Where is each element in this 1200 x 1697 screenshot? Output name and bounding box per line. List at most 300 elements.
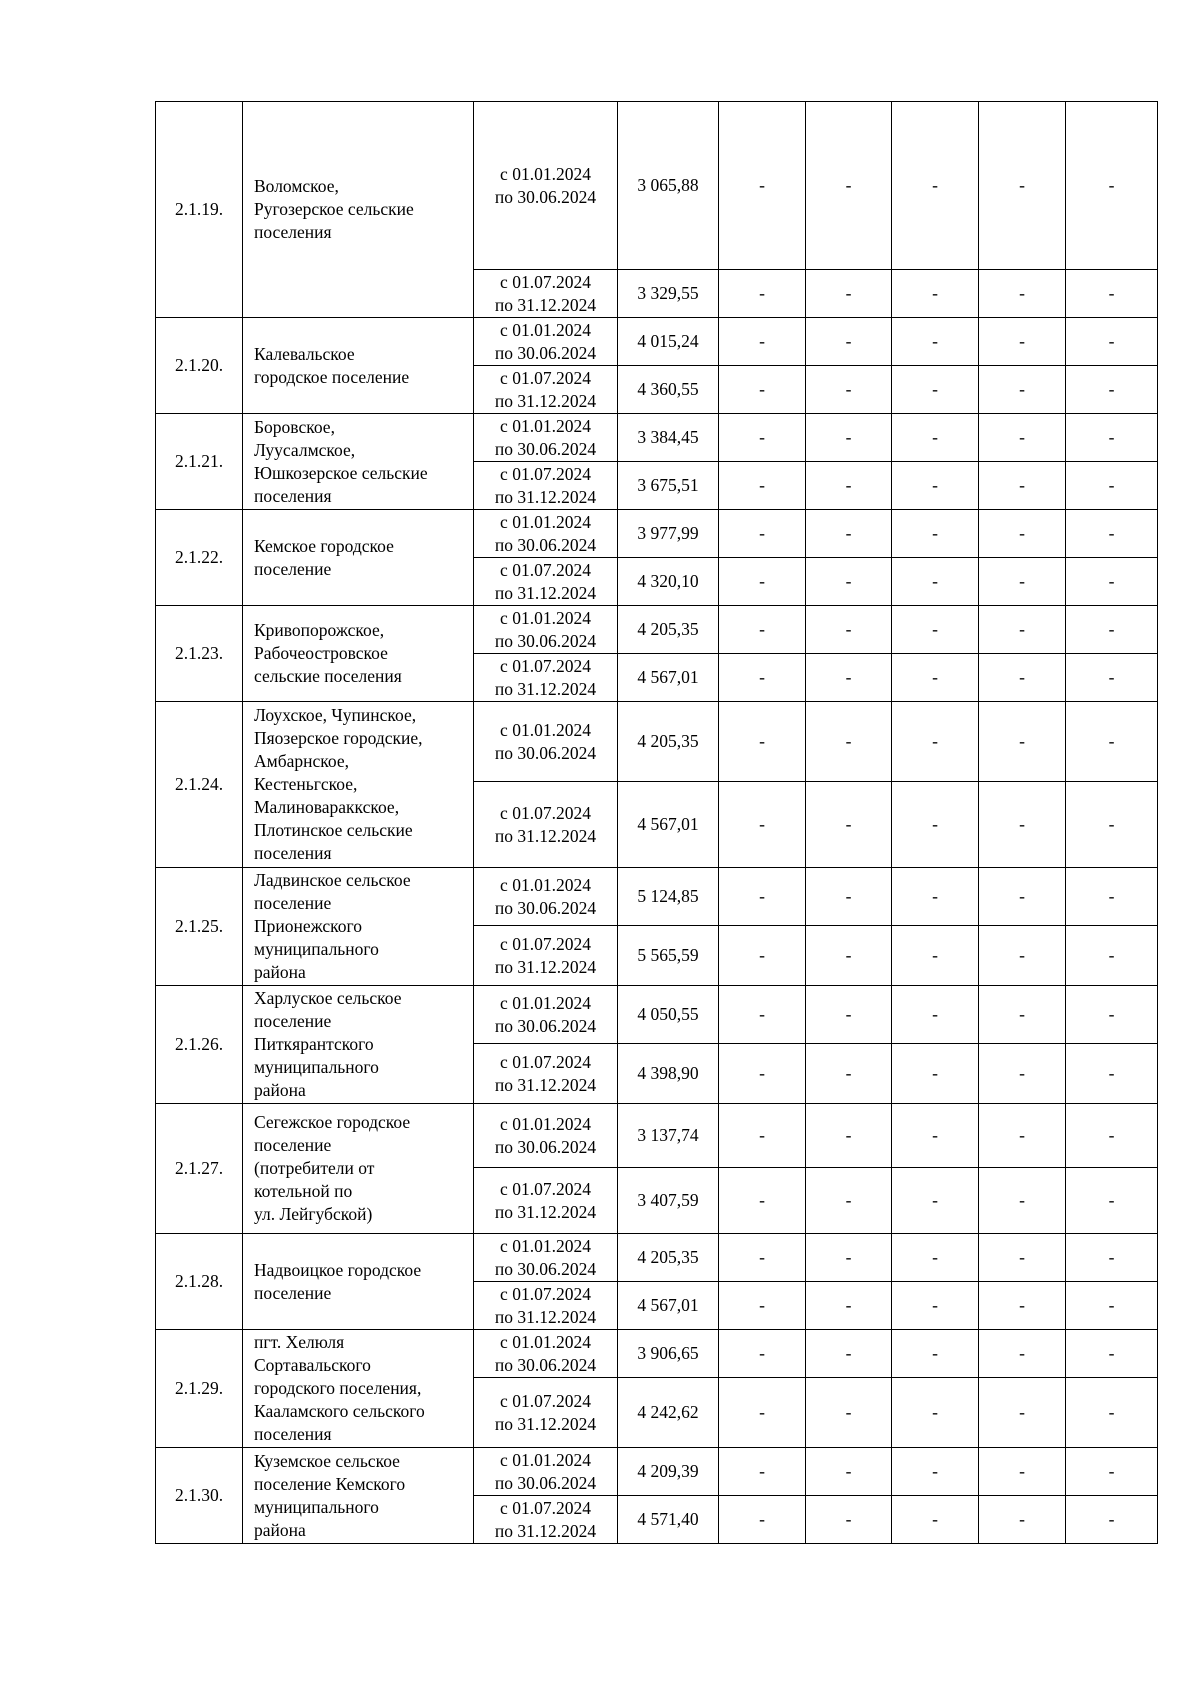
empty-value-cell: - bbox=[806, 366, 892, 414]
tariff-value: 4 571,40 bbox=[618, 1496, 719, 1544]
empty-value-cell: - bbox=[1066, 782, 1158, 868]
empty-value-cell: - bbox=[719, 702, 806, 782]
empty-value-cell: - bbox=[806, 510, 892, 558]
empty-value-cell: - bbox=[1066, 1104, 1158, 1168]
period-to: по 31.12.2024 bbox=[494, 486, 597, 507]
settlement-name-line: муниципального bbox=[254, 1057, 379, 1077]
empty-value-cell: - bbox=[806, 1282, 892, 1330]
settlement-name-line: поселение bbox=[254, 558, 332, 579]
period-cell bbox=[474, 926, 618, 986]
empty-value-cell: - bbox=[892, 654, 979, 702]
table-row bbox=[156, 868, 1158, 926]
table-row bbox=[156, 102, 1158, 270]
period-from: с 01.01.2024 bbox=[500, 1331, 591, 1352]
empty-value-cell: - bbox=[979, 414, 1066, 462]
period-from: с 01.07.2024 bbox=[500, 271, 591, 292]
table-row bbox=[156, 414, 1158, 462]
settlement-name-line: поселения bbox=[254, 1424, 332, 1444]
empty-value-cell: - bbox=[719, 986, 806, 1044]
row-number: 2.1.26. bbox=[156, 986, 243, 1104]
settlement-name-line: Кемское городское bbox=[254, 535, 394, 556]
period-to: по 31.12.2024 bbox=[494, 1306, 597, 1327]
table-body bbox=[156, 102, 1158, 1544]
period-from: с 01.07.2024 bbox=[500, 933, 591, 954]
empty-value-cell: - bbox=[979, 1282, 1066, 1330]
settlement-name-line: Ладвинское сельское bbox=[254, 870, 411, 890]
settlement-name-line: Питкярантского bbox=[254, 1034, 374, 1054]
settlement-name-line: муниципального bbox=[254, 1496, 379, 1517]
table-row bbox=[156, 1104, 1158, 1168]
row-number: 2.1.20. bbox=[156, 318, 243, 414]
empty-value-cell: - bbox=[1066, 1448, 1158, 1496]
period-cell bbox=[474, 1234, 618, 1282]
empty-value-cell: - bbox=[892, 102, 979, 270]
settlement-name bbox=[243, 510, 474, 606]
period-to: по 31.12.2024 bbox=[494, 825, 597, 846]
empty-value-cell: - bbox=[719, 1234, 806, 1282]
empty-value-cell: - bbox=[892, 1282, 979, 1330]
empty-value-cell: - bbox=[892, 1044, 979, 1104]
table-row bbox=[156, 510, 1158, 558]
period-to: по 30.06.2024 bbox=[494, 630, 597, 651]
table-row bbox=[156, 1234, 1158, 1282]
settlement-name bbox=[243, 414, 474, 510]
period-to: по 31.12.2024 bbox=[494, 1074, 597, 1095]
empty-value-cell: - bbox=[979, 654, 1066, 702]
settlement-name-line: Амбарнское, bbox=[254, 751, 349, 771]
empty-value-cell: - bbox=[979, 462, 1066, 510]
empty-value-cell: - bbox=[806, 1168, 892, 1234]
empty-value-cell: - bbox=[806, 606, 892, 654]
empty-value-cell: - bbox=[806, 1330, 892, 1378]
tariff-value: 4 320,10 bbox=[618, 558, 719, 606]
empty-value-cell: - bbox=[892, 782, 979, 868]
period-from: с 01.01.2024 bbox=[500, 719, 591, 740]
empty-value-cell: - bbox=[806, 318, 892, 366]
row-number: 2.1.23. bbox=[156, 606, 243, 702]
empty-value-cell: - bbox=[719, 1496, 806, 1544]
empty-value-cell: - bbox=[719, 270, 806, 318]
settlement-name-line: Прионежского bbox=[254, 916, 363, 936]
settlement-name-line: ул. Лейгубской) bbox=[254, 1204, 373, 1224]
empty-value-cell: - bbox=[892, 558, 979, 606]
empty-value-cell: - bbox=[892, 366, 979, 414]
row-number: 2.1.24. bbox=[156, 702, 243, 868]
period-to: по 30.06.2024 bbox=[494, 1015, 597, 1036]
tariff-value: 4 205,35 bbox=[618, 702, 719, 782]
period-from: с 01.07.2024 bbox=[500, 367, 591, 388]
period-from: с 01.01.2024 bbox=[500, 511, 591, 532]
period-to: по 31.12.2024 bbox=[494, 582, 597, 603]
tariff-value: 3 065,88 bbox=[618, 102, 719, 270]
empty-value-cell: - bbox=[719, 462, 806, 510]
settlement-name bbox=[243, 318, 474, 414]
settlement-name-line: Харлуское сельское bbox=[254, 988, 402, 1008]
row-number: 2.1.30. bbox=[156, 1448, 243, 1544]
empty-value-cell: - bbox=[719, 102, 806, 270]
settlement-name-line: Пяозерское городские, bbox=[254, 728, 423, 748]
period-to: по 30.06.2024 bbox=[494, 534, 597, 555]
empty-value-cell: - bbox=[892, 702, 979, 782]
empty-value-cell: - bbox=[1066, 102, 1158, 270]
period-cell bbox=[474, 510, 618, 558]
empty-value-cell: - bbox=[719, 510, 806, 558]
tariff-value: 3 329,55 bbox=[618, 270, 719, 318]
settlement-name-line: поселение bbox=[254, 1011, 332, 1031]
empty-value-cell: - bbox=[806, 782, 892, 868]
empty-value-cell: - bbox=[1066, 1330, 1158, 1378]
table-row bbox=[156, 606, 1158, 654]
period-cell bbox=[474, 102, 618, 270]
period-cell bbox=[474, 986, 618, 1044]
settlement-name bbox=[243, 986, 474, 1104]
empty-value-cell: - bbox=[806, 102, 892, 270]
settlement-name bbox=[243, 868, 474, 986]
settlement-name-line: Воломское, bbox=[254, 176, 339, 196]
settlement-name-line: района bbox=[254, 1080, 306, 1100]
settlement-name-line: поселения bbox=[254, 485, 332, 506]
period-from: с 01.07.2024 bbox=[500, 559, 591, 580]
period-cell bbox=[474, 868, 618, 926]
empty-value-cell: - bbox=[1066, 926, 1158, 986]
tariff-value: 3 977,99 bbox=[618, 510, 719, 558]
period-from: с 01.07.2024 bbox=[500, 463, 591, 484]
settlement-name-line: городского поселения, bbox=[254, 1378, 422, 1398]
empty-value-cell: - bbox=[892, 1330, 979, 1378]
empty-value-cell: - bbox=[892, 1168, 979, 1234]
tariff-value: 4 567,01 bbox=[618, 782, 719, 868]
empty-value-cell: - bbox=[979, 1330, 1066, 1378]
empty-value-cell: - bbox=[1066, 868, 1158, 926]
settlement-name-line: Кааламского сельского bbox=[254, 1401, 425, 1421]
period-from: с 01.01.2024 bbox=[500, 1113, 591, 1134]
settlement-name-line: (потребители от bbox=[254, 1158, 375, 1178]
period-from: с 01.01.2024 bbox=[500, 874, 591, 895]
empty-value-cell: - bbox=[979, 510, 1066, 558]
empty-value-cell: - bbox=[892, 1234, 979, 1282]
empty-value-cell: - bbox=[806, 1234, 892, 1282]
settlement-name-line: пгт. Хелюля bbox=[254, 1332, 345, 1352]
period-to: по 30.06.2024 bbox=[494, 1136, 597, 1157]
tariff-value: 4 050,55 bbox=[618, 986, 719, 1044]
empty-value-cell: - bbox=[806, 462, 892, 510]
empty-value-cell: - bbox=[1066, 1234, 1158, 1282]
settlement-name-line: муниципального bbox=[254, 939, 379, 959]
settlement-name-line: Рабочеостровское bbox=[254, 643, 388, 663]
empty-value-cell: - bbox=[719, 414, 806, 462]
empty-value-cell: - bbox=[1066, 1378, 1158, 1448]
empty-value-cell: - bbox=[979, 558, 1066, 606]
period-cell bbox=[474, 462, 618, 510]
empty-value-cell: - bbox=[719, 318, 806, 366]
empty-value-cell: - bbox=[719, 868, 806, 926]
empty-value-cell: - bbox=[1066, 414, 1158, 462]
settlement-name-line: Боровское, bbox=[254, 416, 335, 437]
period-from: с 01.07.2024 bbox=[500, 1390, 591, 1411]
table-row bbox=[156, 986, 1158, 1044]
empty-value-cell: - bbox=[979, 1378, 1066, 1448]
tariff-value: 3 675,51 bbox=[618, 462, 719, 510]
empty-value-cell: - bbox=[719, 366, 806, 414]
settlement-name-line: Надвоицкое городское bbox=[254, 1259, 422, 1280]
empty-value-cell: - bbox=[979, 1496, 1066, 1544]
empty-value-cell: - bbox=[892, 926, 979, 986]
period-to: по 30.06.2024 bbox=[494, 438, 597, 459]
empty-value-cell: - bbox=[892, 606, 979, 654]
period-cell bbox=[474, 558, 618, 606]
empty-value-cell: - bbox=[1066, 270, 1158, 318]
tariff-value: 4 398,90 bbox=[618, 1044, 719, 1104]
empty-value-cell: - bbox=[892, 986, 979, 1044]
period-cell bbox=[474, 1448, 618, 1496]
period-from: с 01.07.2024 bbox=[500, 1283, 591, 1304]
empty-value-cell: - bbox=[979, 1168, 1066, 1234]
settlement-name-line: городское поселение bbox=[254, 366, 410, 387]
period-from: с 01.07.2024 bbox=[500, 1497, 591, 1518]
empty-value-cell: - bbox=[719, 1168, 806, 1234]
row-number: 2.1.25. bbox=[156, 868, 243, 986]
empty-value-cell: - bbox=[1066, 986, 1158, 1044]
empty-value-cell: - bbox=[1066, 1044, 1158, 1104]
empty-value-cell: - bbox=[1066, 462, 1158, 510]
settlement-name-line: Куземское сельское bbox=[254, 1450, 400, 1471]
period-cell bbox=[474, 1378, 618, 1448]
empty-value-cell: - bbox=[719, 926, 806, 986]
empty-value-cell: - bbox=[1066, 1496, 1158, 1544]
settlement-name-line: поселение bbox=[254, 1282, 332, 1303]
empty-value-cell: - bbox=[806, 270, 892, 318]
period-to: по 31.12.2024 bbox=[494, 1413, 597, 1434]
empty-value-cell: - bbox=[892, 1378, 979, 1448]
settlement-name bbox=[243, 1448, 474, 1544]
row-number: 2.1.22. bbox=[156, 510, 243, 606]
empty-value-cell: - bbox=[719, 1282, 806, 1330]
settlement-name-line: поселение bbox=[254, 893, 332, 913]
tariff-value: 4 015,24 bbox=[618, 318, 719, 366]
settlement-name-line: поселение bbox=[254, 1135, 332, 1155]
period-to: по 31.12.2024 bbox=[494, 956, 597, 977]
settlement-name-line: Сегежское городское bbox=[254, 1112, 411, 1132]
settlement-name-line: Кестеньгское, bbox=[254, 774, 358, 794]
settlement-name-line: Малиновараккское, bbox=[254, 797, 400, 817]
empty-value-cell: - bbox=[979, 782, 1066, 868]
settlement-name bbox=[243, 702, 474, 868]
period-to: по 30.06.2024 bbox=[494, 342, 597, 363]
empty-value-cell: - bbox=[806, 702, 892, 782]
empty-value-cell: - bbox=[806, 1044, 892, 1104]
period-cell bbox=[474, 1496, 618, 1544]
empty-value-cell: - bbox=[979, 270, 1066, 318]
period-from: с 01.01.2024 bbox=[500, 163, 591, 184]
tariff-value: 4 360,55 bbox=[618, 366, 719, 414]
empty-value-cell: - bbox=[979, 868, 1066, 926]
empty-value-cell: - bbox=[892, 1496, 979, 1544]
period-cell bbox=[474, 1168, 618, 1234]
empty-value-cell: - bbox=[806, 414, 892, 462]
empty-value-cell: - bbox=[892, 510, 979, 558]
tariff-value: 4 567,01 bbox=[618, 654, 719, 702]
settlement-name-line: Ругозерское сельские bbox=[254, 199, 414, 219]
empty-value-cell: - bbox=[806, 558, 892, 606]
settlement-name-line: Юшкозерское сельские bbox=[254, 462, 428, 483]
empty-value-cell: - bbox=[719, 782, 806, 868]
empty-value-cell: - bbox=[806, 1448, 892, 1496]
table-row bbox=[156, 1448, 1158, 1496]
empty-value-cell: - bbox=[1066, 510, 1158, 558]
settlement-name-line: Луусалмское, bbox=[254, 439, 356, 460]
settlement-name-line: Сортавальского bbox=[254, 1355, 371, 1375]
empty-value-cell: - bbox=[1066, 558, 1158, 606]
empty-value-cell: - bbox=[719, 1378, 806, 1448]
settlement-name-line: Лоухское, Чупинское, bbox=[254, 705, 417, 725]
period-from: с 01.01.2024 bbox=[500, 319, 591, 340]
tariff-value: 4 567,01 bbox=[618, 1282, 719, 1330]
period-to: по 30.06.2024 bbox=[494, 1354, 597, 1375]
period-to: по 30.06.2024 bbox=[494, 897, 597, 918]
tariff-value: 3 384,45 bbox=[618, 414, 719, 462]
settlement-name-line: Кривопорожское, bbox=[254, 620, 385, 640]
row-number: 2.1.19. bbox=[156, 102, 243, 318]
empty-value-cell: - bbox=[979, 366, 1066, 414]
empty-value-cell: - bbox=[892, 414, 979, 462]
empty-value-cell: - bbox=[719, 654, 806, 702]
empty-value-cell: - bbox=[806, 654, 892, 702]
settlement-name-line: поселения bbox=[254, 843, 332, 863]
period-to: по 31.12.2024 bbox=[494, 1520, 597, 1541]
table-row bbox=[156, 318, 1158, 366]
period-to: по 31.12.2024 bbox=[494, 678, 597, 699]
period-cell bbox=[474, 654, 618, 702]
period-to: по 30.06.2024 bbox=[494, 742, 597, 763]
empty-value-cell: - bbox=[719, 1104, 806, 1168]
settlement-name bbox=[243, 1104, 474, 1234]
period-cell bbox=[474, 702, 618, 782]
row-number: 2.1.28. bbox=[156, 1234, 243, 1330]
empty-value-cell: - bbox=[979, 1044, 1066, 1104]
period-cell bbox=[474, 318, 618, 366]
period-to: по 30.06.2024 bbox=[494, 186, 597, 207]
row-number: 2.1.27. bbox=[156, 1104, 243, 1234]
empty-value-cell: - bbox=[892, 1448, 979, 1496]
tariff-table bbox=[155, 101, 1158, 1544]
period-cell bbox=[474, 782, 618, 868]
empty-value-cell: - bbox=[979, 986, 1066, 1044]
period-cell bbox=[474, 1282, 618, 1330]
period-from: с 01.01.2024 bbox=[500, 415, 591, 436]
empty-value-cell: - bbox=[806, 1104, 892, 1168]
empty-value-cell: - bbox=[979, 702, 1066, 782]
period-from: с 01.01.2024 bbox=[500, 607, 591, 628]
row-number: 2.1.29. bbox=[156, 1330, 243, 1448]
empty-value-cell: - bbox=[892, 318, 979, 366]
empty-value-cell: - bbox=[979, 318, 1066, 366]
period-to: по 31.12.2024 bbox=[494, 390, 597, 411]
empty-value-cell: - bbox=[892, 1104, 979, 1168]
tariff-value: 4 205,35 bbox=[618, 606, 719, 654]
settlement-name-line: Калевальское bbox=[254, 343, 355, 364]
period-from: с 01.07.2024 bbox=[500, 802, 591, 823]
empty-value-cell: - bbox=[979, 926, 1066, 986]
empty-value-cell: - bbox=[806, 986, 892, 1044]
settlement-name-line: котельной по bbox=[254, 1181, 353, 1201]
empty-value-cell: - bbox=[1066, 366, 1158, 414]
empty-value-cell: - bbox=[719, 1330, 806, 1378]
period-cell bbox=[474, 270, 618, 318]
empty-value-cell: - bbox=[1066, 702, 1158, 782]
empty-value-cell: - bbox=[1066, 1168, 1158, 1234]
settlement-name bbox=[243, 102, 474, 318]
empty-value-cell: - bbox=[719, 1044, 806, 1104]
empty-value-cell: - bbox=[979, 606, 1066, 654]
tariff-value: 5 565,59 bbox=[618, 926, 719, 986]
empty-value-cell: - bbox=[892, 462, 979, 510]
period-from: с 01.01.2024 bbox=[500, 1235, 591, 1256]
period-cell bbox=[474, 414, 618, 462]
empty-value-cell: - bbox=[806, 926, 892, 986]
empty-value-cell: - bbox=[979, 1104, 1066, 1168]
empty-value-cell: - bbox=[1066, 606, 1158, 654]
settlement-name bbox=[243, 1234, 474, 1330]
tariff-value: 4 209,39 bbox=[618, 1448, 719, 1496]
tariff-value: 3 906,65 bbox=[618, 1330, 719, 1378]
empty-value-cell: - bbox=[892, 868, 979, 926]
table-row bbox=[156, 702, 1158, 782]
settlement-name-line: поселения bbox=[254, 222, 332, 242]
period-from: с 01.07.2024 bbox=[500, 655, 591, 676]
settlement-name-line: сельские поселения bbox=[254, 666, 402, 686]
empty-value-cell: - bbox=[979, 1448, 1066, 1496]
settlement-name-line: района bbox=[254, 1519, 306, 1540]
empty-value-cell: - bbox=[719, 558, 806, 606]
period-to: по 30.06.2024 bbox=[494, 1472, 597, 1493]
settlement-name-line: поселение Кемского bbox=[254, 1473, 406, 1494]
period-cell bbox=[474, 606, 618, 654]
tariff-value: 5 124,85 bbox=[618, 868, 719, 926]
empty-value-cell: - bbox=[979, 1234, 1066, 1282]
empty-value-cell: - bbox=[719, 1448, 806, 1496]
period-cell bbox=[474, 1330, 618, 1378]
table-row bbox=[156, 1330, 1158, 1378]
empty-value-cell: - bbox=[806, 1378, 892, 1448]
empty-value-cell: - bbox=[892, 270, 979, 318]
empty-value-cell: - bbox=[806, 1496, 892, 1544]
period-cell bbox=[474, 1044, 618, 1104]
empty-value-cell: - bbox=[719, 606, 806, 654]
period-to: по 31.12.2024 bbox=[494, 294, 597, 315]
settlement-name-line: Плотинское сельские bbox=[254, 820, 413, 840]
empty-value-cell: - bbox=[1066, 654, 1158, 702]
period-to: по 31.12.2024 bbox=[494, 1201, 597, 1222]
settlement-name-line: района bbox=[254, 962, 306, 982]
tariff-value: 3 137,74 bbox=[618, 1104, 719, 1168]
period-cell bbox=[474, 366, 618, 414]
period-from: с 01.07.2024 bbox=[500, 1051, 591, 1072]
empty-value-cell: - bbox=[979, 102, 1066, 270]
period-from: с 01.01.2024 bbox=[500, 1449, 591, 1470]
empty-value-cell: - bbox=[1066, 318, 1158, 366]
empty-value-cell: - bbox=[806, 868, 892, 926]
settlement-name bbox=[243, 606, 474, 702]
tariff-value: 4 205,35 bbox=[618, 1234, 719, 1282]
period-cell bbox=[474, 1104, 618, 1168]
settlement-name bbox=[243, 1330, 474, 1448]
period-from: с 01.07.2024 bbox=[500, 1178, 591, 1199]
period-to: по 30.06.2024 bbox=[494, 1258, 597, 1279]
row-number: 2.1.21. bbox=[156, 414, 243, 510]
tariff-value: 3 407,59 bbox=[618, 1168, 719, 1234]
empty-value-cell: - bbox=[1066, 1282, 1158, 1330]
tariff-value: 4 242,62 bbox=[618, 1378, 719, 1448]
